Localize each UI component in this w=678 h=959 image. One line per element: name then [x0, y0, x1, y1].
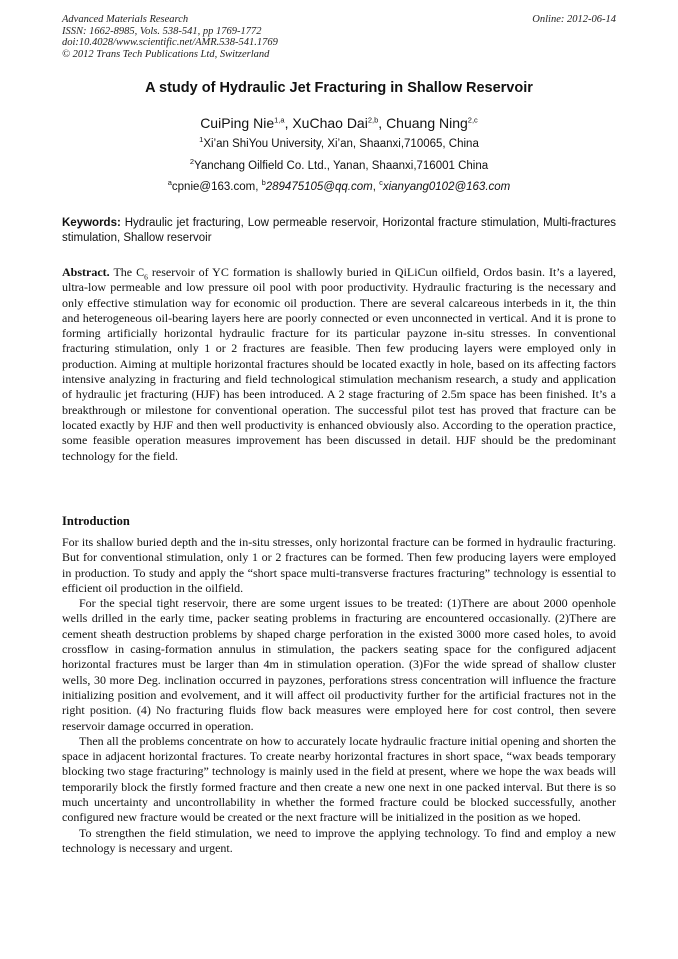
paragraph: For the special tight reservoir, there are some urgent issues to be treated: (1)There are about 2000 openhole wells drilled in the early time, packer seating problems in fracturing are encountered occasionally. (2)There are cement sheath destruction problems by shaped charge perforation in the existed 3000 more cased holes, to avoid crossflow in casing-formation annulus in stimulation, the packers seating space for the configured adjacent horizontal fractures must be larger than 4m in stimulation operation. (3)For the wide spread of shallow cluster wells, 30 more Deg. inclination occurred in payzones, perforations stress concentration will influence the fracture initializing position and evolvement, and it will affect oil productivity further for the artificial fractures not in the right position. (4) No fracturing fluids flow back measures were employed here for cost control, then severe reservoir damage occurred in operation. — [62, 596, 616, 733]
affiliation-1 — [62, 135, 616, 150]
paragraph: To strengthen the field stimulation, we need to improve the applying technology. To find and employ a new technology is necessary and urgent. — [62, 825, 616, 855]
email-list: $^a$cpnie@163.com, $^b$289475105@qq.com, $^c$xianyang0102@163.com — [167, 178, 511, 193]
author-name: XuChao Dai — [292, 115, 368, 131]
email-link[interactable]: xianyang0102@163.com — [382, 181, 511, 193]
affiliation-sup: 1 — [199, 135, 204, 145]
affiliation-text: Xi’an ShiYou University, Xi’an, Shaanxi,710065, China — [203, 138, 479, 150]
affiliation-2 — [62, 157, 616, 172]
email-sup: b — [261, 178, 266, 188]
email-link[interactable]: 289475105@qq.com — [265, 181, 373, 193]
author-sup: 2,c — [467, 115, 478, 125]
abstract-subscript: 6 — [144, 272, 148, 282]
author-sup: 1,a — [274, 115, 285, 125]
introduction-body — [62, 535, 616, 856]
author-name: Chuang Ning — [386, 115, 468, 131]
doi-line: doi:10.4028/www.scientific.net/AMR.538-541.1769 — [62, 37, 278, 49]
running-header — [62, 14, 616, 60]
paragraph: Then all the problems concentrate on how to accurately locate hydraulic fracture initial opening and shorten the space in adjacent horizontal fractures. To create nearby horizontal fractures in short space, “wax beads temporary blocking two stage fracturing” technology is mainly used in the field at present, where we hope the wax beads will temporarily block the firstly formed fracture and then create a new one next in one packed interval. But there is so much uncertainty and uncontrollability in whether the formed fracture could be blocked successfully, another configured new fracture would be created or the next fracture will be initialized in the position as we hoped. — [62, 733, 616, 825]
abstract-pre: The C — [113, 265, 145, 279]
online-date: Online: 2012-06-14 — [532, 14, 616, 25]
abstract-label: Abstract. — [62, 265, 110, 279]
author-list: CuiPing Nie$^{1,a}$, XuChao Dai$^{2,b}$, Chuang Ning$^{2,c}$ — [200, 115, 478, 131]
author-sup: 2,b — [367, 115, 379, 125]
paragraph: For its shallow buried depth and the in-situ stresses, only horizontal fracture can be formed in hydraulic fracturing. But for conventional stimulation, only 1 or 2 fractures can be formed. Then few producing layers were employed in production. To study and apply the “short space multi-transverse fractures fracturing” technology is essential to efficient oil production in the oilfield. — [62, 535, 616, 595]
affiliation-sup: 2 — [189, 157, 195, 167]
email-sup: c — [379, 178, 383, 188]
author-name: CuiPing Nie — [200, 115, 275, 131]
section-heading-introduction: Introduction — [62, 514, 130, 528]
affiliation-text: Yanchang Oilfield Co. Ltd., Yanan, Shaanxi,716001 China — [194, 160, 489, 172]
email-sup: a — [167, 178, 172, 188]
keywords — [62, 216, 616, 246]
email-link[interactable]: cpnie@163.com — [171, 181, 256, 193]
copyright-line: © 2012 Trans Tech Publications Ltd, Switzerland — [62, 48, 270, 60]
keywords-text: Hydraulic jet fracturing, Low permeable reservoir, Horizontal fracture stimulation, Multi-fractures stimulation, Shallow reservoir — [62, 217, 616, 244]
issn-line: ISSN: 1662-8985, Vols. 538-541, pp 1769-1772 — [62, 25, 262, 37]
paper-title: A study of Hydraulic Jet Fracturing in Shallow Reservoir — [145, 80, 533, 96]
abstract-text: reservoir of YC formation is shallowly buried in QiLiCun oilfield, Ordos basin. It’s a layered, ultra-low permeable and low pressure oil pool with poor productivity. Hydraulic fracturing is the necessary and only effective stimulation way for economic oil production. There are several calcareous interbeds in it, the thin and heterogeneous oil-bearing layers here are poorly connected or even unconnected in vertical. And it is prone to forming artificially horizontal hydraulic fracture for its particular payzone in-situ stresses. In conventional fracturing stimulation, only 1 or 2 fractures are feasible. Then few producing layers were employed only in production. Aiming at multiple horizontal fractures should be located exactly in hole, based on its affecting factors intensive analyzing in fracturing and field technological stimulation mechanism research, a study and application of hydraulic jet fracturing (HJF) has been introduced. A 2 stage fracturing of 2.5m space has been finished. It’s a breakthrough or milestone for conventional operation. The successful pilot test has proved that fracture can be located exactly by HJF and then well productivity is enhanced obviously also. According to the operation practice, some feasible operation measures improvement has been discussed in detail. HJF should be the predominant technology for the field. — [62, 265, 616, 463]
abstract — [62, 265, 616, 464]
keywords-label: Keywords: — [62, 217, 121, 229]
journal-name: Advanced Materials Research — [62, 14, 189, 25]
